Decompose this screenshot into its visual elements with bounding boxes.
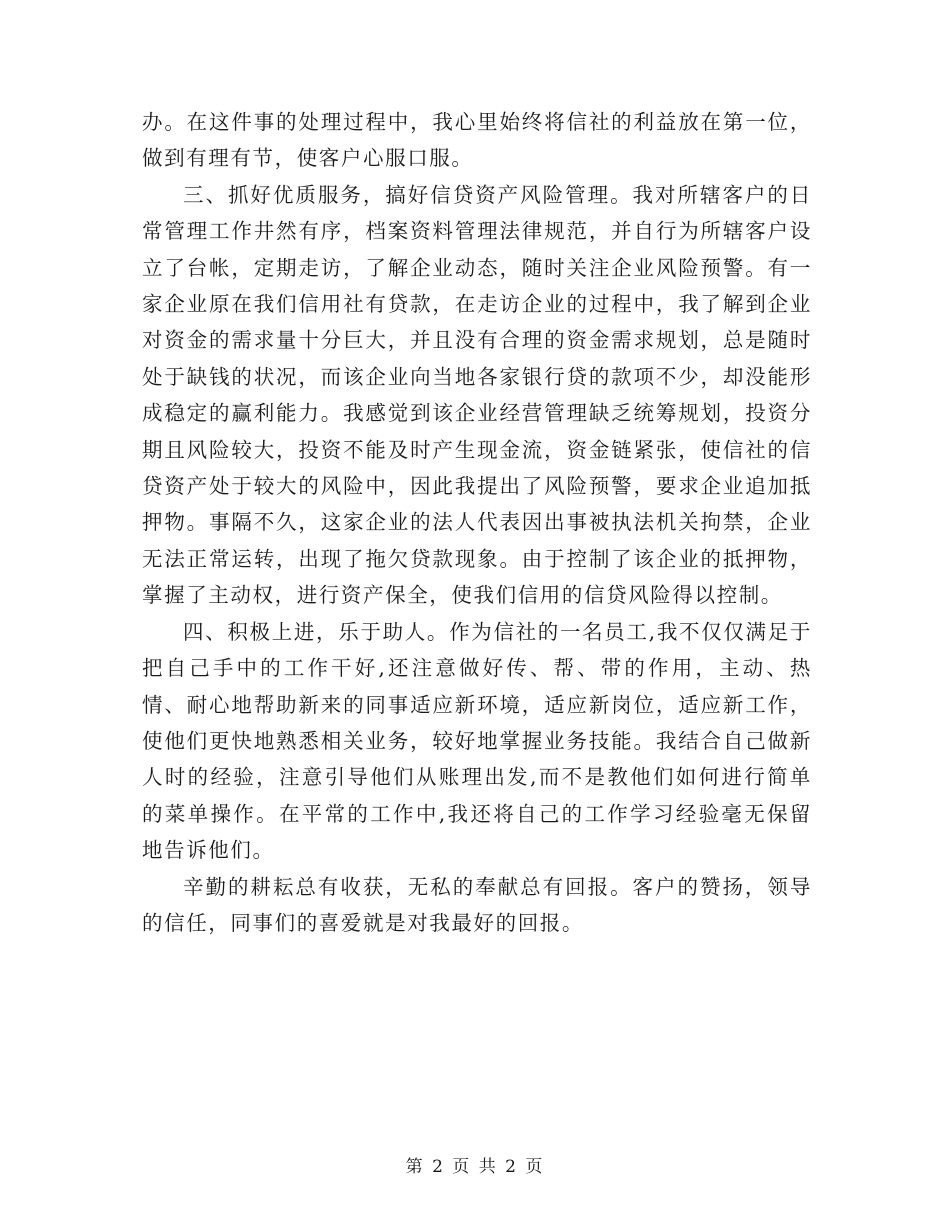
document-body xyxy=(142,104,812,941)
paragraph-helping-others: 四、积极上进，乐于助人。作为信社的一名员工,我不仅仅满足于把自己手中的工作干好,还注意做好传、帮、带的作用，主动、热情、耐心地帮助新来的同事适应新环境，适应新岗位，适应新工作，使他们更快地熟悉相关业务，较好地掌握业务技能。我结合自己做新人时的经验，注意引导他们从账理出发,而不是教他们如何进行简单的菜单操作。在平常的工作中,我还将自己的工作学习经验毫无保留地告诉他们。 xyxy=(142,619,812,863)
paragraph-risk-management: 三、抓好优质服务，搞好信贷资产风险管理。我对所辖客户的日常管理工作井然有序，档案资料管理法律规范，并自行为所辖客户设立了台帐，定期走访，了解企业动态，随时关注企业风险预警。有一家企业原在我们信用社有贷款，在走访企业的过程中，我了解到企业对资金的需求量十分巨大，并且没有合理的资金需求规划，总是随时处于缺钱的状况，而该企业向当地各家银行贷的款项不少，却没能形成稳定的赢利能力。我感觉到该企业经营管理缺乏统筹规划，投资分期且风险较大，投资不能及时产生现金流，资金链紧张，使信社的信贷资产处于较大的风险中，因此我提出了风险预警，要求企业追加抵押物。事隔不久，这家企业的法人代表因出事被执法机关拘禁，企业无法正常运转，出现了拖欠贷款现象。由于控制了该企业的抵押物，掌握了主动权，进行资产保全，使我们信用的信贷风险得以控制。 xyxy=(142,182,812,608)
paragraph-continuation: 办。在这件事的处理过程中，我心里始终将信社的利益放在第一位，做到有理有节，使客户心服口服。 xyxy=(142,110,812,171)
paragraph-conclusion: 辛勤的耕耘总有收获，无私的奉献总有回报。客户的赞扬，领导的信任，同事们的喜爱就是对我最好的回报。 xyxy=(142,874,812,935)
page-number: 第 2 页 共 2 页 xyxy=(405,1157,545,1177)
